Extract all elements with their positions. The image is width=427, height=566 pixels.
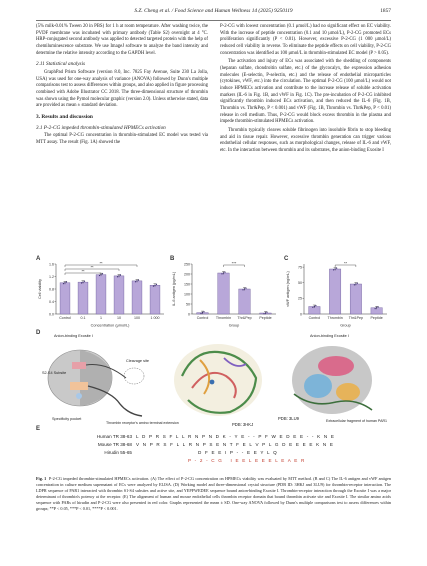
y-tick-label: 50: [186, 302, 190, 307]
x-axis-label: Group: [340, 323, 351, 328]
y-tick-label: 250: [184, 262, 190, 267]
x-tick-label: 1 000: [150, 316, 160, 320]
data-point: [120, 274, 121, 275]
protein-surface: [174, 344, 262, 416]
label-s2s4: S2-S4 Subsite: [42, 371, 67, 375]
data-point: [221, 273, 222, 274]
sequence-label: Human TR 38-63: [96, 434, 132, 439]
y-tick-label: 25: [298, 296, 302, 301]
label-extracellular: Extracellular fragment of human PAR1: [326, 419, 388, 423]
paragraph: Thrombin typically cleaves soluble fibrinogen into insoluble fibrin to stop bleeding and aid in tissue repair. However, excessive thrombin generation can trigger various endothelial cellular responses, such as morphological changes, release of IL-6 and vWF, etc. In the interaction between thrombin and its substrates, the anion-binding Exosite I: [220, 127, 391, 153]
y-tick-label: 100: [184, 292, 190, 297]
chart-cell-viability: [36, 258, 168, 328]
y-tick-label: 200: [184, 272, 190, 277]
sequence-label: Hirudin 55-65: [104, 450, 132, 455]
section-heading-3: 3. Results and discussion: [36, 113, 93, 120]
data-point: [102, 273, 103, 274]
surface-blue: [304, 374, 332, 398]
x-tick-label: 10: [117, 316, 121, 320]
sequence-residues-pep: P - 2 - C G I E E L E E E L E A E R: [188, 458, 306, 463]
protein-surface-image: [276, 332, 391, 432]
x-tick-label: Thrombin: [215, 316, 232, 320]
y-tick-label: 50: [298, 281, 302, 286]
y-axis-label: vWF antigen (ng/mL): [286, 271, 290, 307]
data-point: [223, 272, 224, 273]
sequence-row: [36, 458, 391, 465]
caption-text: P-2-CG impeded thrombin-stimulated HPMECs activation. (A) The effect of P-2-CG concentration on HPMECs viability was evaluated by MTT method. (B and C) The IL-6 antigen and vWF antigen concentration in culture medium supernatant of ECs were analyzed by ELISA. (D) Working model and three-dimensional crystal structure (PDB ID: 3HKJ and 3LU9) for thrombin-receptor interaction. The LDPR sequence of PAR1 interacted with thrombin S1-S4 subsites and active site, and YEPFWEDEE sequence bound anion-binding Exosite I. Thrombin-receptor interaction through the Exosite I was a major determinant of thrombin's potency at the receptor. (E) The alignment of human and mouse endothelial cells thrombin receptor domain that bound thrombin activate site and Exosite I. The similar amino acids sequence with PARs of hirudin and P-2-CG were also presented in red color. Graphs represented the mean ± SD. One-way ANOVA followed by Dunn's multiple comparisons test to assess differences within groups; **P < 0.05, ***P < 0.01, ****P < 0.001.: [36, 476, 391, 511]
data-point: [138, 279, 139, 280]
sequence-label: Mouse TR 38-68: [97, 442, 132, 447]
y-tick-label: 0.4: [49, 299, 54, 304]
data-point: [315, 305, 316, 306]
label-specificity: Specificity pocket: [52, 417, 82, 421]
y-tick-label: 150: [184, 282, 190, 287]
caption-label: Fig. 1: [36, 476, 47, 481]
data-point: [375, 308, 376, 309]
bar: [350, 284, 361, 314]
bar: [218, 273, 230, 314]
significance-stars: **: [343, 260, 348, 266]
label-cleavage: Cleavage site: [126, 359, 150, 363]
data-point: [153, 286, 154, 287]
bar: [60, 283, 70, 314]
panel-label-e: E: [36, 426, 41, 432]
y-tick-label: 0: [188, 312, 190, 317]
surface-orange: [336, 383, 360, 401]
data-point: [154, 285, 155, 286]
data-point: [117, 276, 118, 277]
x-tick-label: Peptide: [370, 316, 383, 320]
paragraph: The activation and injury of ECs was associated with the shedding of components (heparan sulfate, chondroitin sulfate, etc.) of the glycocalyx, the expression adhesion molecules (E-selectin, P-selectin, etc.) and the release of endothelial microparticles (cytokines, vWF, etc.) into the circulation. The optimal P-2-CG (100 μmol/L) would not induce HPMECs activation and contribute to the increase release of soluble activation markers (IL-6 in Fig. 1B, and vWF in Fig. 1C). The pre-incubation of P-2-CG inhibited significantly thrombin induced ECs activation, and then reduced the IL-6 (Fig. 1B, Thrombin vs. Thr&Pep, P < 0.001) and vWF (Fig. 1B, Thrombin vs. Thr&Pep, P < 0.01) release in cell medium. Thus, P-2-CG would block excess thrombin in the plasma and impede thrombin-stimulated HPMECs activation.: [220, 59, 391, 125]
label-anion-exosite: Anion-binding Exosite I: [54, 334, 93, 338]
right-column: [220, 24, 391, 156]
y-tick-label: 1.2: [49, 274, 54, 279]
data-point: [333, 269, 334, 270]
cleavage-site-bubble: [124, 368, 144, 384]
significance-stars: **: [81, 268, 85, 274]
left-column: [36, 24, 208, 149]
panel-label-c: C: [284, 256, 289, 262]
thrombin-receptor-schematic: [42, 332, 179, 430]
bar: [132, 281, 142, 314]
protein-ribbon-image: [164, 336, 272, 430]
data-point: [355, 283, 356, 284]
panel-label-b: B: [170, 256, 175, 262]
ligand: [210, 380, 215, 385]
panel-label-d: D: [36, 330, 41, 336]
data-point: [82, 282, 83, 283]
data-point: [136, 280, 137, 281]
bar: [239, 289, 251, 314]
x-tick-label: Peptide: [259, 316, 272, 320]
section-heading-3-1: 3.1 P-2-CG impeded thrombin-stimulated HPMECs activation: [36, 124, 166, 131]
y-axis-label: IL-6 antigen (pg/mL): [172, 271, 176, 307]
significance-stars: ***: [231, 260, 237, 266]
bar: [150, 285, 160, 314]
y-axis-label: Cell viability: [38, 278, 42, 300]
significance-stars: **: [90, 264, 94, 270]
bar: [329, 269, 340, 314]
data-point: [244, 288, 245, 289]
sequence-residues: D F E E I P - - E E Y L Q: [198, 450, 278, 455]
exosite-mark: [72, 362, 86, 369]
y-tick-label: 0: [300, 312, 302, 317]
bar: [114, 276, 124, 314]
data-point: [156, 284, 157, 285]
data-point: [354, 284, 355, 285]
subsite-mark: [70, 382, 88, 390]
data-point: [335, 268, 336, 269]
x-tick-label: Thrombin: [327, 316, 343, 320]
x-axis-label: Concentration (μmol/L): [90, 323, 130, 328]
chart-vwf: [284, 258, 391, 328]
x-tick-label: Control: [196, 316, 209, 320]
data-point: [242, 289, 243, 290]
x-tick-label: Thr&Pep: [237, 316, 252, 320]
sequence-row: [36, 434, 391, 441]
data-point: [64, 282, 65, 283]
header-rule: [36, 20, 391, 21]
x-tick-label: Control: [308, 316, 321, 320]
pdb-3lu9-label: PDB: 3LU9: [278, 416, 299, 421]
data-point: [66, 281, 67, 282]
x-tick-label: 0.1: [80, 316, 86, 320]
y-tick-label: 75: [298, 265, 302, 270]
label-anion-exosite-right: Anion-binding Exosite I: [310, 334, 349, 338]
data-point: [378, 306, 379, 307]
paragraph: (5% milk-0.01% Tween 20 in PBS) for 1 h at room temperature. After washing twice, the PVDF membrane was incubated with primary antibody (Table S2) overnight at 4 °C. HRP-conjugated second antibody was applied to detected targeted protein with the help of chemiluminescence substrate. We use ImageJ software to analyze the band intensity and determine the relative intensity according to the GAPDH level.: [36, 24, 208, 56]
data-point: [263, 313, 264, 314]
figure-caption: [36, 476, 391, 512]
chart-il6: [170, 258, 280, 328]
bar: [96, 275, 106, 314]
paragraph: The optimal P-2-CG concentration in thrombin-stimulated EC model was tested via MTT assay. The result (Fig. 1A) showed the: [36, 133, 208, 145]
figure-1: [36, 256, 391, 474]
specificity-pocket-mark: [76, 393, 82, 399]
bar: [78, 282, 88, 314]
pdb-3hkj-label: PDB: 3HKJ: [232, 422, 254, 427]
sequence-row: [36, 442, 391, 449]
data-point: [118, 275, 119, 276]
data-point: [84, 281, 85, 282]
data-point: [202, 312, 203, 313]
surface-magenta: [318, 356, 354, 376]
paragraph: P-2-CG with lowest concentration (0.1 μmol/L) had no significant effect on EC viability. With the increase of peptide concentration (0.1 and 10 μmol/L), P-2-CG promoted ECs proliferation significantly (P < 0.01). However, excessive P-2-CG (1 000 μmol/L) reduced cell viability in reverse. To eliminate the peptide effects on cell viability, P-2-CG concentration was identified as 100 μmol/L in thrombin-stimulated EC model (P > 0.05).: [220, 24, 391, 56]
data-point: [81, 282, 82, 283]
sequence-row: [36, 450, 391, 457]
data-point: [336, 268, 337, 269]
x-tick-label: Control: [59, 316, 71, 320]
data-point: [224, 272, 225, 273]
y-tick-label: 0.8: [49, 287, 54, 292]
y-tick-label: 0.0: [49, 312, 54, 317]
data-point: [203, 311, 204, 312]
significance-stars: **: [99, 260, 103, 266]
paragraph: GraphPad Prism Software (version 8.0, Inc. 7825 Fay Avenue, Suite 230 La Jolla, USA) was used for one-way analysis of variance (ANOVA) followed by Dunn's multiple comparisons test to assess differences within groups, and also applied in figure processing combined with Adobe Illustrator CC 2018. The three-dimensional structure of thrombin was shown using the Pymol molecular graphic (version 2.0). Unless otherwise stated, data are provided as mean ± standard deviation.: [36, 69, 208, 109]
x-tick-label: Thr&Pep: [348, 316, 363, 320]
y-tick-label: 1.6: [49, 262, 54, 267]
sequence-residues: V N P R S F L L R N P S E N T F E L V P L G D E E E E K N E: [136, 442, 335, 447]
data-point: [200, 313, 201, 314]
sequence-residues: L D P R S F L L R N P N D K - Y E - - P F W E D E E - - K N E: [136, 434, 336, 439]
panel-label-a: A: [36, 256, 41, 262]
data-point: [312, 307, 313, 308]
data-point: [357, 283, 358, 284]
label-receptor: Thrombin receptor's amino terminal extension: [106, 421, 179, 425]
data-point: [135, 281, 136, 282]
crystal-structure-3lu9: [276, 332, 391, 432]
x-tick-label: 1: [100, 316, 102, 320]
data-point: [376, 307, 377, 308]
running-header: [36, 8, 391, 18]
data-point: [266, 312, 267, 313]
page-number: 1857: [380, 8, 391, 14]
section-heading-2-11: 2.11 Statistical analysis: [36, 61, 86, 68]
data-point: [265, 312, 266, 313]
crystal-structure-3hkj: [164, 336, 272, 430]
running-title: S.Z. Cheng et al. / Food Science and Human Wellness 14 (2025) 9250119: [134, 8, 293, 14]
data-point: [245, 288, 246, 289]
data-point: [63, 283, 64, 284]
data-point: [99, 275, 100, 276]
x-tick-label: 100: [134, 316, 140, 320]
x-axis-label: Group: [228, 323, 240, 328]
thrombin-shade: [80, 350, 112, 406]
data-point: [314, 306, 315, 307]
